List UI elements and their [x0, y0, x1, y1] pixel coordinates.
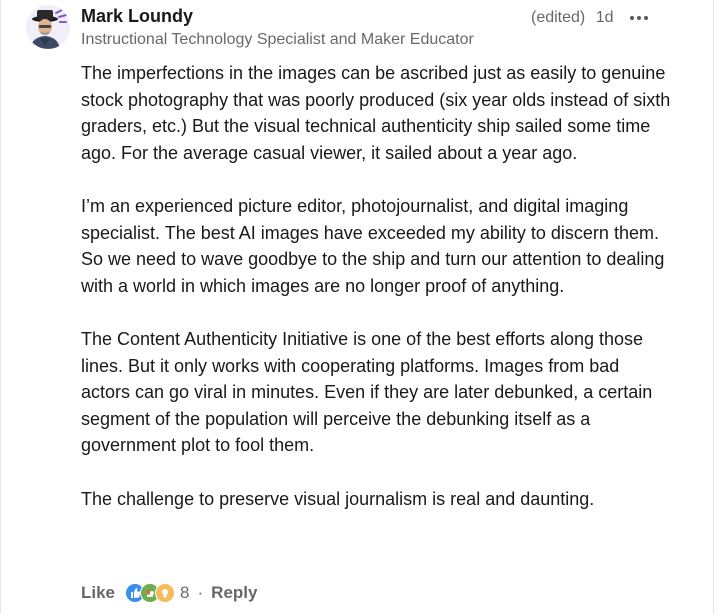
author-name[interactable]: Mark Loundy	[81, 6, 194, 26]
more-dot-icon	[630, 16, 634, 20]
reaction-count: 8	[180, 583, 190, 602]
reactions-summary[interactable]	[125, 583, 189, 603]
comment-age: 1d	[595, 9, 614, 26]
more-options-button[interactable]	[625, 8, 653, 28]
author-headline: Instructional Technology Specialist and Maker Educator	[81, 31, 474, 48]
more-dot-icon	[644, 16, 648, 20]
comment-paragraph: The Content Authenticity Initiative is one of the best efforts along those lines. But it only works with cooperating platforms. Images from bad actors can go viral in minutes. Even if they are later debunked, a certain segment of the population will perceive the debunking itself as a government plot to fool them.	[81, 328, 653, 456]
comment-body	[81, 60, 671, 512]
action-separator: ·	[197, 583, 204, 602]
comment-meta	[531, 9, 614, 27]
comment-paragraph: I’m an experienced picture editor, photojournalist, and digital imaging specialist. The best AI images have exceeded my ability to discern them. So we need to wave goodbye to the ship and turn our attention to dealing with a world in which images are no longer proof of anything.	[81, 195, 665, 296]
avatar-image	[26, 5, 70, 49]
like-button[interactable]: Like	[81, 583, 116, 602]
more-dot-icon	[637, 16, 641, 20]
edited-label: (edited)	[531, 9, 586, 26]
comment-actions	[81, 580, 257, 606]
avatar[interactable]	[26, 5, 70, 49]
insightful-reaction-icon	[155, 583, 175, 603]
comment-paragraph: The imperfections in the images can be ascribed just as easily to genuine stock photography that was poorly produced (six year olds instead of sixth graders, etc.) But the visual technical authenticity ship sailed some time ago. For the average casual viewer, it sailed about a year ago.	[81, 63, 671, 163]
reply-button[interactable]: Reply	[211, 583, 258, 602]
comment-paragraph: The challenge to preserve visual journalism is real and daunting.	[81, 488, 595, 509]
